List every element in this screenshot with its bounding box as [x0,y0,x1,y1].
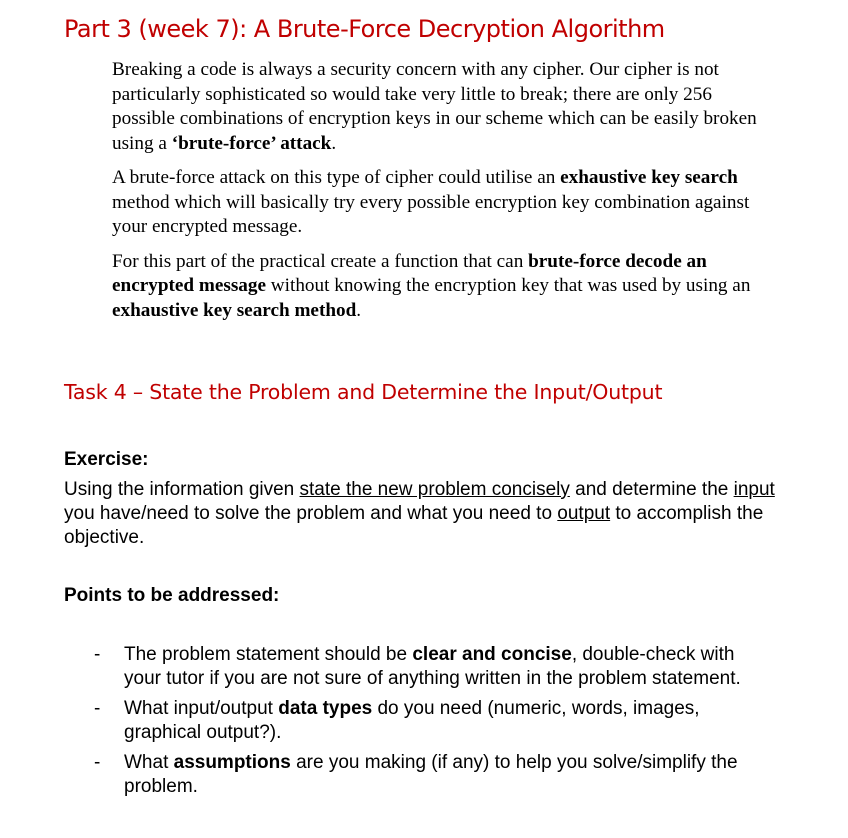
list-item: - The problem statement should be clear and concise, double-check with your tutor if you are not sure of anything written in the problem statement. [94,644,741,689]
dash-bullet: - [94,644,101,665]
brute-force-decode-term: brute-force decode an encrypted message [112,250,707,296]
part-title: Part 3 (week 7): A Brute-Force Decryption Algorithm [64,15,665,43]
intro-paragraph-2: A brute-force attack on this type of cipher could utilise an exhaustive key search method which will basically try every possible encryption key combination against your encrypted message. [112,167,750,237]
list-item: - What input/output data types do you need (numeric, words, images, graphical output?). [94,698,700,743]
exercise-heading: Exercise: [64,449,149,470]
dash-bullet: - [94,752,101,773]
points-heading: Points to be addressed: [64,585,280,606]
input-underline: input [733,479,775,500]
intro-paragraph-1: Breaking a code is always a security concern with any cipher. Our cipher is not particularly sophisticated so would take very little to break; there are only 256 possible combinations of encryption keys in our scheme which can be easily broken using a ‘brute-force’ attack. [112,59,757,154]
dash-bullet: - [94,698,101,719]
output-underline: output [557,503,611,524]
exhaustive-key-search-method-term: exhaustive key search method [112,299,357,321]
list-item: - What assumptions are you making (if any) to help you solve/simplify the problem. [94,752,738,797]
intro-section [112,58,762,333]
task-title: Task 4 – State the Problem and Determine the Input/Output [64,380,663,404]
intro-paragraph-3: For this part of the practical create a function that can brute-force decode an encrypted message without knowing the encryption key that was used by using an exhaustive key search method. [112,250,751,321]
points-list [94,643,774,805]
state-problem-underline: state the new problem concisely [299,479,570,500]
exercise-body: Using the information given state the new problem concisely and determine the input you have/need to solve the problem and what you need to output to accomplish the objective. [64,479,775,548]
brute-force-attack-term: ‘brute-force’ attack [171,132,332,154]
exhaustive-key-search-term: exhaustive key search [560,167,738,188]
